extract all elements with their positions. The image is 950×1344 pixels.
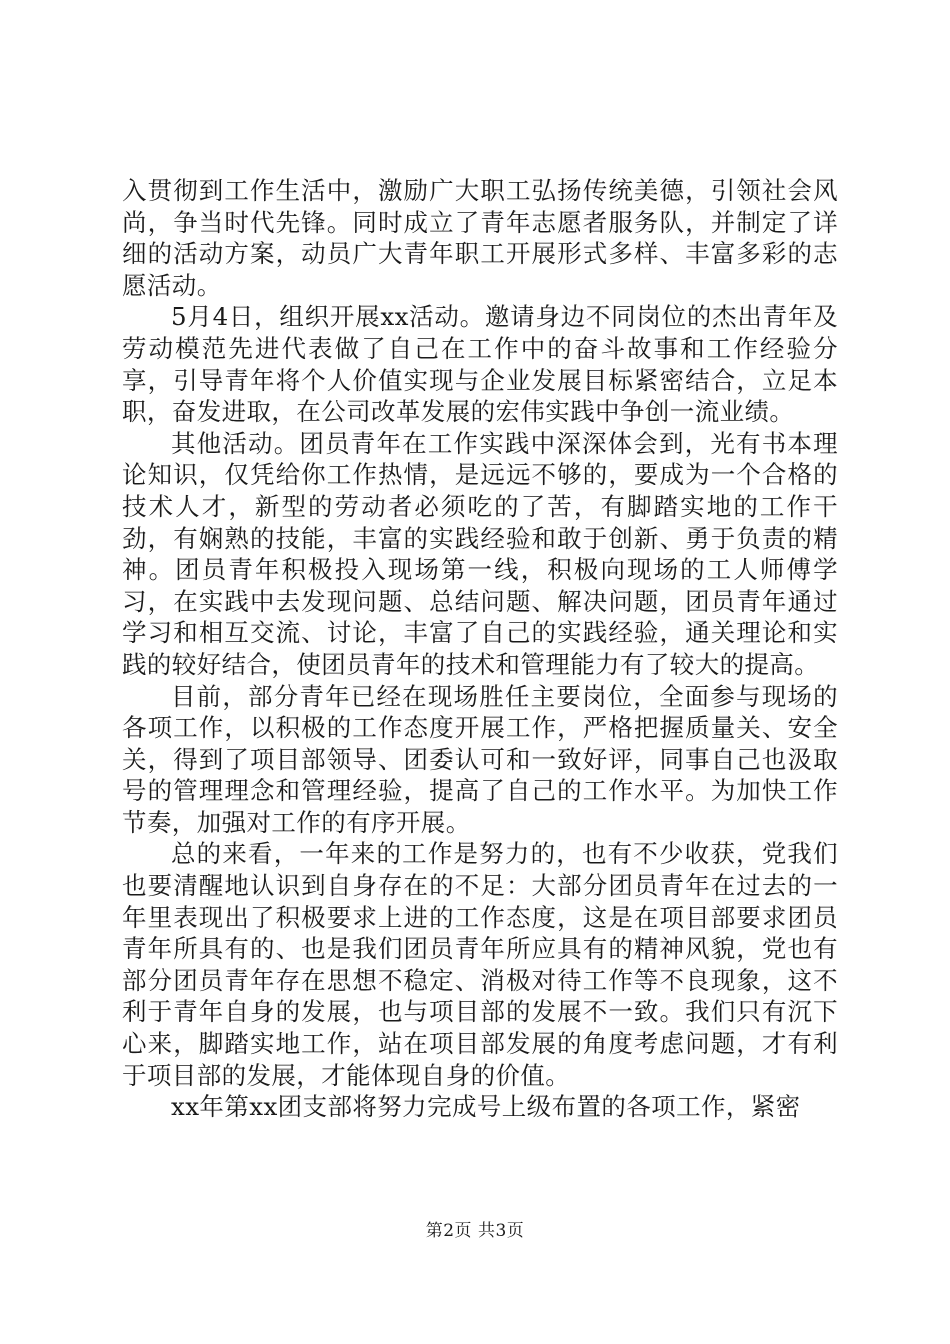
paragraph-continued: 入贯彻到工作生活中，激励广大职工弘扬传统美德，引领社会风尚，争当时代先锋。同时成立了青年志愿者服务队，并制定了详细的活动方案，动员广大青年职工开展形式多样、丰富多彩的志愿活动。 (122, 176, 838, 300)
paragraph-summary: 总的来看，一年来的工作是努力的，也有不少收获，党我们也要清醒地认识到自身存在的不足：大部分团员青年在过去的一年里表现出了积极要求上进的工作态度，这是在项目部要求团员青年所具有的、也是我们团员青年所应具有的精神风貌，党也有部分团员青年存在思想不稳定、消极对待工作等不良现象，这不利于青年自身的发展，也与项目部的发展不一致。我们只有沉下心来，脚踏实地工作，站在项目部发展的角度考虑问题，才有利于项目部的发展，才能体现自身的价值。 (122, 839, 838, 1090)
paragraph-current-status: 目前，部分青年已经在现场胜任主要岗位，全面参与现场的各项工作，以积极的工作态度开展工作，严格把握质量关、安全关，得到了项目部领导、团委认可和一致好评，同事自己也汲取号的管理理念和管理经验，提高了自己的工作水平。为加快工作节奏，加强对工作的有序开展。 (122, 681, 838, 837)
paragraph-may-4-activity: 5月4日，组织开展xx活动。邀请身边不同岗位的杰出青年及劳动模范先进代表做了自己在工作中的奋斗故事和工作经验分享，引导青年将个人价值实现与企业发展目标紧密结合，立足本职，奋发进取，在公司改革发展的宏伟实践中争创一流业绩。 (122, 302, 838, 427)
paragraph-next-year: xx年第xx团支部将努力完成号上级布置的各项工作，紧密 (171, 1092, 801, 1122)
page-number-footer: 第2页 共3页 (425, 1221, 525, 1241)
paragraph-other-activities: 其他活动。团员青年在工作实践中深深体会到，光有书本理论知识，仅凭给你工作热情，是远远不够的，要成为一个合格的技术人才，新型的劳动者必须吃的了苦，有脚踏实地的工作干劲，有娴熟的技能，丰富的实践经验和敢于创新、勇于负责的精神。团员青年积极投入现场第一线，积极向现场的工人师傅学习，在实践中去发现问题、总结问题、解决问题，团员青年通过学习和相互交流、讨论，丰富了自己的实践经验，通关理论和实践的较好结合，使团员青年的技术和管理能力有了较大的提高。 (122, 428, 838, 679)
document-body (122, 175, 838, 1123)
